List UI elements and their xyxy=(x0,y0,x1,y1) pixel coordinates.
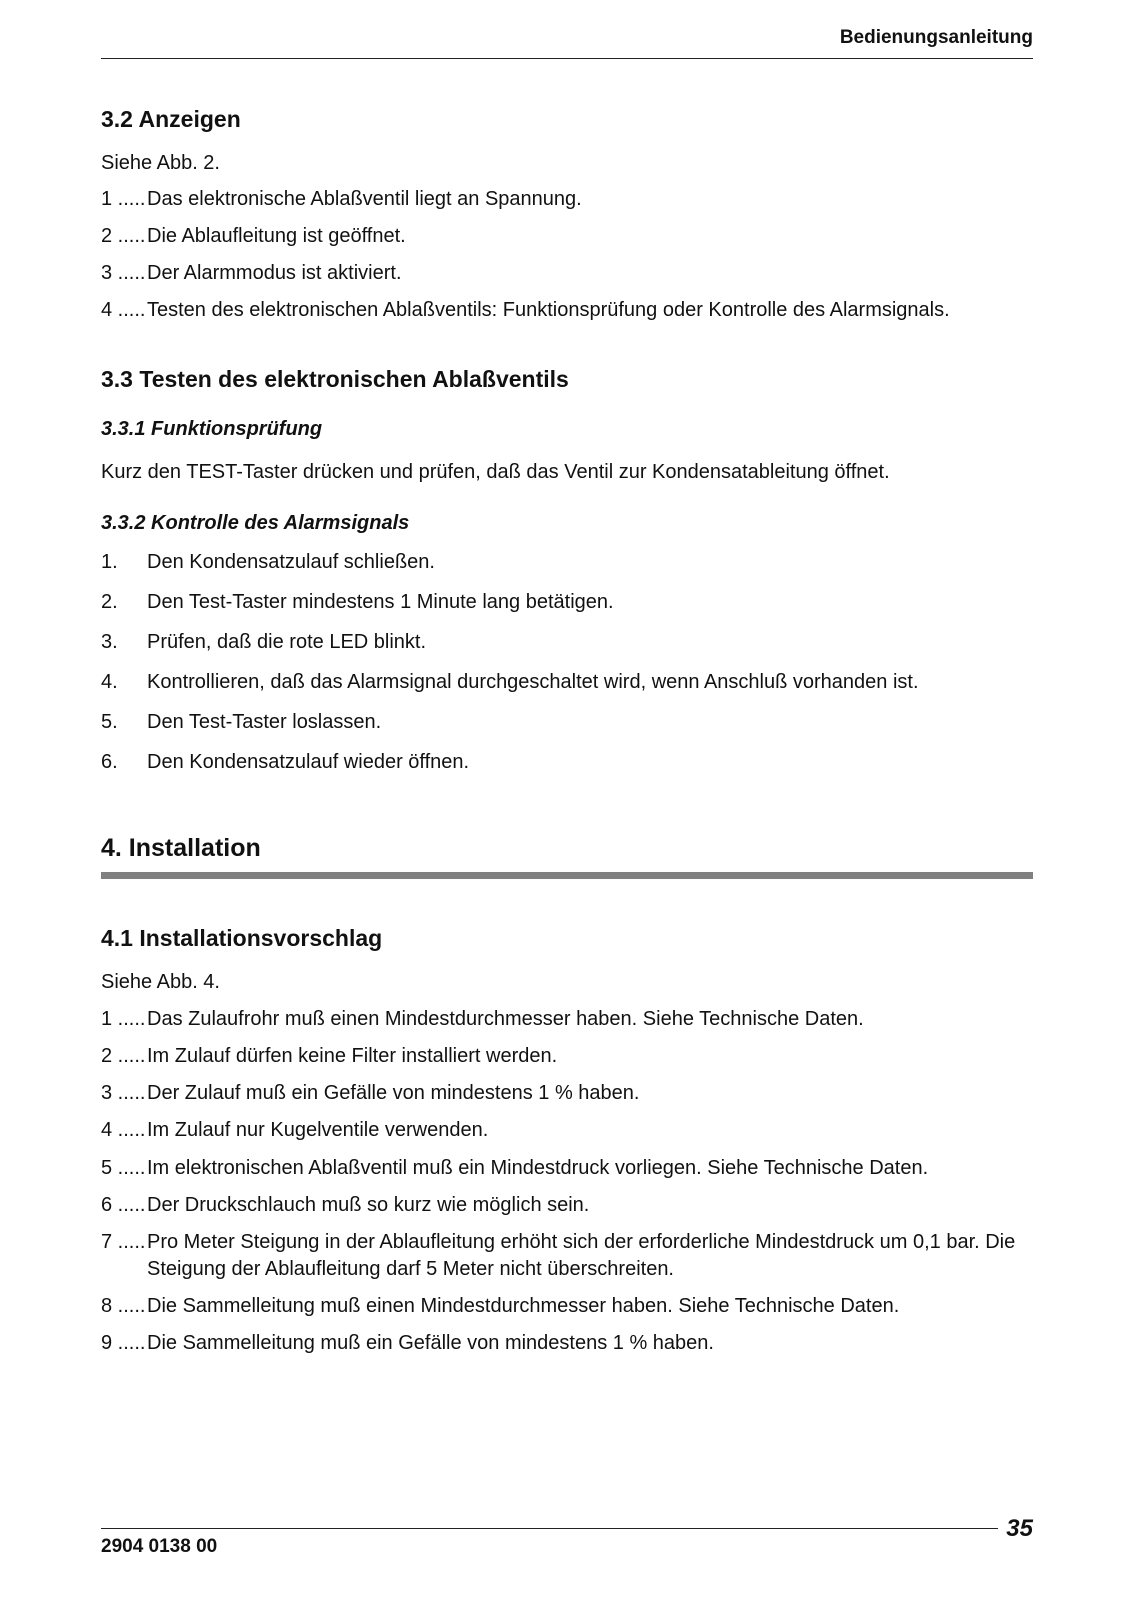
item-number: 7 ..... xyxy=(101,1229,147,1256)
item-number: 2 ..... xyxy=(101,223,147,250)
list-item xyxy=(101,629,1033,656)
list-item xyxy=(101,1293,1033,1320)
document-number: 2904 0138 00 xyxy=(101,1536,218,1557)
list-item xyxy=(101,223,1033,250)
item-number: 3 ..... xyxy=(101,1080,147,1107)
item-number: 2 ..... xyxy=(101,1043,147,1070)
list-item xyxy=(101,297,1033,324)
item-number: 1 ..... xyxy=(101,186,147,213)
item-text: Das elektronische Ablaßventil liegt an Spannung. xyxy=(147,188,582,210)
item-text: Die Ablaufleitung ist geöffnet. xyxy=(147,225,406,247)
heading-3-2: 3.2 Anzeigen xyxy=(101,106,241,132)
item-text: Testen des elektronischen Ablaßventils: Funktionsprüfung oder Kontrolle des Alarmsignals. xyxy=(147,299,950,321)
list-item xyxy=(101,186,1033,213)
footer-rule xyxy=(101,1528,998,1529)
item-text: Die Sammelleitung muß einen Mindestdurchmesser haben. Siehe Technische Daten. xyxy=(147,1295,900,1317)
item-number: 4. xyxy=(101,671,118,693)
item-number: 3. xyxy=(101,631,118,653)
list-item xyxy=(101,709,1033,736)
item-text: Pro Meter Steigung in der Ablaufleitung erhöht sich der erforderliche Mindestdruck um 0,1 bar. Die Steigung der Ablaufleitung darf 5 Meter nicht überschreiten. xyxy=(147,1231,1016,1280)
list-item xyxy=(101,1080,1033,1107)
list-item xyxy=(101,1043,1033,1070)
text-3-3-1: Kurz den TEST-Taster drücken und prüfen, daß das Ventil zur Kondensatableitung öffnet. xyxy=(101,461,890,483)
item-text: Das Zulaufrohr muß einen Mindestdurchmesser haben. Siehe Technische Daten. xyxy=(147,1008,864,1030)
page-number: 35 xyxy=(1006,1515,1033,1542)
list-item xyxy=(101,669,1033,696)
item-number: 2. xyxy=(101,591,118,613)
item-text: Der Zulauf muß ein Gefälle von mindestens 1 % haben. xyxy=(147,1082,640,1104)
item-text: Den Kondensatzulauf wieder öffnen. xyxy=(147,751,470,773)
heading-4: 4. Installation xyxy=(101,834,261,862)
item-number: 3 ..... xyxy=(101,260,147,287)
item-number: 8 ..... xyxy=(101,1293,147,1320)
item-number: 4 ..... xyxy=(101,297,147,324)
item-number: 6. xyxy=(101,751,118,773)
list-item xyxy=(101,749,1033,776)
heading-3-3-2: 3.3.2 Kontrolle des Alarmsignals xyxy=(101,512,410,534)
item-number: 9 ..... xyxy=(101,1330,147,1357)
item-text: Im Zulauf dürfen keine Filter installiert werden. xyxy=(147,1045,558,1067)
header-rule xyxy=(101,58,1033,59)
item-text: Der Druckschlauch muß so kurz wie möglich sein. xyxy=(147,1194,590,1216)
item-number: 6 ..... xyxy=(101,1192,147,1219)
intro-3-2: Siehe Abb. 2. xyxy=(101,152,220,174)
section-rule xyxy=(101,872,1033,879)
list-item xyxy=(101,1192,1033,1219)
item-text: Die Sammelleitung muß ein Gefälle von mindestens 1 % haben. xyxy=(147,1332,714,1354)
item-number: 1. xyxy=(101,551,118,573)
item-text: Kontrollieren, daß das Alarmsignal durchgeschaltet wird, wenn Anschluß vorhanden ist. xyxy=(147,671,919,693)
list-item xyxy=(101,589,1033,616)
item-number: 5 ..... xyxy=(101,1155,147,1182)
item-text: Prüfen, daß die rote LED blinkt. xyxy=(147,631,427,653)
item-text: Im Zulauf nur Kugelventile verwenden. xyxy=(147,1119,489,1141)
list-item xyxy=(101,1155,1033,1182)
list-item xyxy=(101,260,1033,287)
heading-3-3: 3.3 Testen des elektronischen Ablaßventils xyxy=(101,366,569,392)
list-item xyxy=(101,1330,1033,1357)
list-item xyxy=(101,1006,1033,1033)
item-text: Den Test-Taster loslassen. xyxy=(147,711,382,733)
heading-4-1: 4.1 Installationsvorschlag xyxy=(101,925,383,951)
heading-3-3-1: 3.3.1 Funktionsprüfung xyxy=(101,418,323,440)
item-text: Den Kondensatzulauf schließen. xyxy=(147,551,435,573)
item-text: Den Test-Taster mindestens 1 Minute lang betätigen. xyxy=(147,591,614,613)
item-number: 1 ..... xyxy=(101,1006,147,1033)
list-item xyxy=(101,1117,1033,1144)
item-text: Im elektronischen Ablaßventil muß ein Mindestdruck vorliegen. Siehe Technische Daten. xyxy=(147,1157,929,1179)
list-item xyxy=(101,1229,1033,1283)
item-text: Der Alarmmodus ist aktiviert. xyxy=(147,262,402,284)
list-item xyxy=(101,549,1033,576)
item-number: 5. xyxy=(101,711,118,733)
intro-4-1: Siehe Abb. 4. xyxy=(101,971,220,993)
header-title: Bedienungsanleitung xyxy=(839,27,1033,48)
item-number: 4 ..... xyxy=(101,1117,147,1144)
